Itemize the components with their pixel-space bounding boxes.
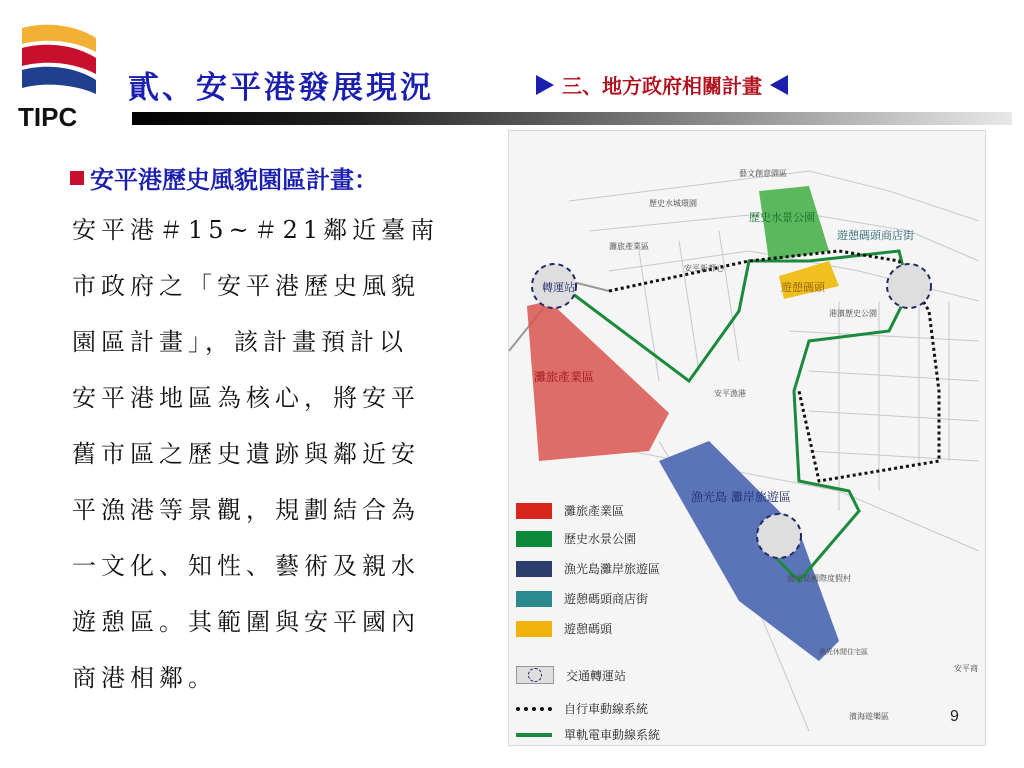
legend-swatch (516, 503, 552, 519)
tipc-logo (14, 18, 104, 136)
heading-text: 安平港歷史風貌園區計畫： (90, 165, 378, 194)
body-line: 商港相鄰。 (72, 664, 217, 692)
body-line: 園區計畫」，該計畫預計以 (72, 328, 408, 356)
legend-label: 交通轉運站 (566, 668, 627, 683)
legend-swatch (516, 561, 552, 577)
legend-label: 歷史水景公園 (564, 532, 637, 546)
legend-item (516, 666, 626, 684)
map-drawing (509, 131, 985, 745)
logo-text: TIPC (18, 102, 78, 132)
body-line: 市政府之「安平港歷史風貌 (72, 272, 420, 300)
body-line: 安平港地區為核心，將安平 (72, 384, 420, 412)
body-line: 遊憩區。其範圍與安平國內 (72, 608, 420, 636)
body-line: 舊市區之歷史遺跡與鄰近安 (72, 440, 420, 468)
transfer-station-marker (887, 264, 931, 308)
label-water-ring: 歷史水城環園 (649, 199, 697, 208)
section-subtitle (536, 70, 788, 99)
transfer-station-marker (757, 514, 801, 558)
legend-swatch (516, 621, 552, 637)
label-port-park: 港濱歷史公園 (829, 309, 877, 318)
legend-swatch (516, 591, 552, 607)
dashed-circle-icon (516, 666, 554, 684)
label-historic-park: 歷史水景公園 (749, 211, 815, 224)
legend-label: 漁光島灘岸旅遊區 (564, 562, 661, 576)
body-line: 安平港＃15~＃21鄰近臺南 (72, 216, 440, 244)
header-divider (132, 112, 1012, 125)
label-anping: 安平商 (954, 664, 978, 673)
dotted-line-icon (516, 707, 552, 711)
label-fisher-island: 漁光島 灘岸旅遊區 (691, 490, 791, 504)
label-culture: 藝文創意園區 (739, 169, 787, 178)
label-transfer-station: 轉運站 (542, 281, 575, 294)
label-leisure: 漁光休閒住宅區 (819, 648, 868, 656)
body-line: 平漁港等景觀，規劃結合為 (72, 496, 420, 524)
legend-label: 遊憩碼頭 (564, 622, 613, 636)
square-bullet-icon (70, 171, 84, 185)
legend-item (516, 530, 636, 547)
legend-label: 自行車動線系統 (564, 702, 649, 716)
legend-item (516, 700, 648, 717)
legend-item (516, 726, 660, 743)
label-rec-wharf: 遊憩碼頭 (781, 281, 825, 294)
legend-label: 單軌電車動線系統 (564, 728, 661, 742)
plan-heading (70, 160, 378, 195)
legend-label: 灘旅產業區 (564, 504, 625, 518)
label-hotel-area: 灘旅產業區 (609, 242, 649, 251)
label-hotel-zone: 灘旅產業區 (534, 370, 595, 384)
label-newtown: 安平新都心 (684, 264, 724, 273)
label-resort: 漁光島國際度假村 (787, 574, 851, 583)
label-fish-port: 安平漁港 (714, 389, 746, 398)
legend-swatch (516, 531, 552, 547)
triangle-right-icon (536, 75, 554, 95)
label-wharf-street: 遊憩碼頭商店街 (837, 229, 914, 242)
solid-green-line-icon (516, 733, 552, 737)
legend-label: 遊憩碼頭商店街 (564, 592, 649, 606)
page-number: 9 (950, 708, 959, 725)
page-title: 貳、安平港發展現況 (128, 70, 434, 106)
body-text (72, 208, 482, 712)
body-line: 一文化、知性、藝術及親水 (72, 552, 420, 580)
planning-map (508, 130, 986, 746)
label-beach: 濱海遊樂區 (849, 712, 889, 721)
legend-item (516, 620, 612, 637)
legend-item (516, 560, 660, 577)
legend-item (516, 502, 624, 519)
triangle-left-icon (770, 75, 788, 95)
legend-item (516, 590, 648, 607)
subtitle-text: 三、地方政府相關計畫 (562, 74, 762, 98)
